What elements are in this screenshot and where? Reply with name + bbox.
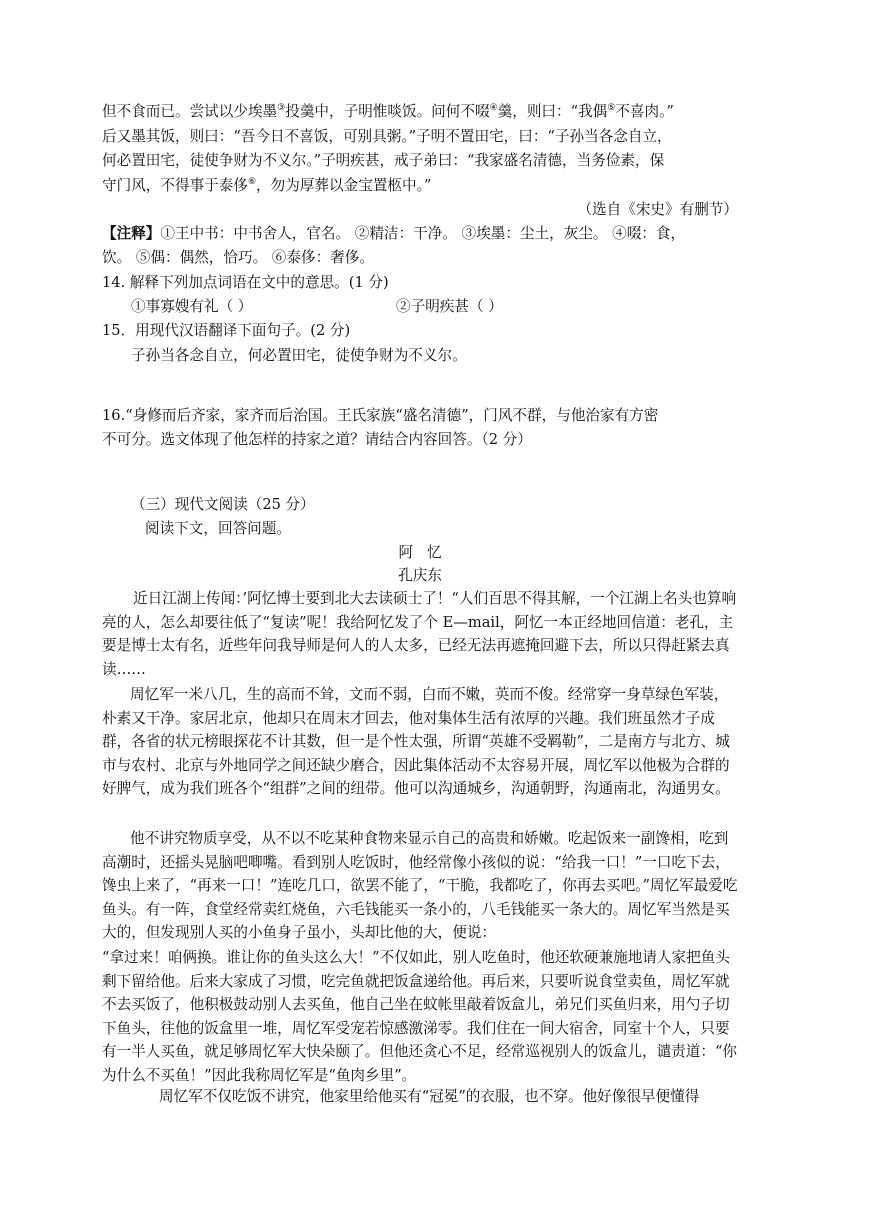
- article-paragraph-3: 他不讲究物质享受，从不以不吃某种食物来显示自己的高贵和娇嫩。吃起饭来一副馋相，吃到高潮时，还摇头晃脑吧唧嘴。看到别人吃饭时，他经常像小孩似的说：“给我一口！”一口吃下去，馋虫上来了，“再来一口！”连吃几口，欲罢不能了，“干脆，我都吃了，你再去买吧。”周忆军最爱吃鱼头。有一阵，食堂经常卖红烧鱼，六毛钱能买一条小的，八毛钱能买一条大的。周忆军当然是买大的，但发现别人买的小鱼身子虽小，头却比他的大，便说：: [102, 830, 738, 942]
- q14-item-1: ①事寡嫂有礼（ ）: [131, 298, 253, 315]
- question-16-line-2: 不可分。选文体现了他怎样的持家之道？请结合内容回答。（2 分）: [102, 431, 532, 448]
- article-author: 孔庆东: [398, 567, 442, 584]
- question-15: 15．用现代汉语翻译下面句子。(2 分): [102, 322, 351, 339]
- passage-line-4: 守门风，不得事于泰侈⑥，勿为厚葬以金宝置柩中。”: [102, 177, 432, 194]
- notes-line-1: 【注释】①王中书：中书舍人，官名。 ②精洁：干净。 ③埃墨：尘土，灰尘。 ④啜：食，: [102, 225, 686, 242]
- passage-line-3: 何必置田宅，徒使争财为不义尔。”子明疾甚，戒子弟曰：“我家盛名清德，当务俭素，保: [102, 152, 665, 169]
- question-16-line-1: 16.“身修而后齐家，家齐而后治国。王氏家族“盛名清德”，门风不群，与他治家有方密: [102, 407, 659, 424]
- article-paragraph-2: 周忆军一米八几，生的高而不耸，文而不弱，白而不嫩，英而不俊。经常穿一身草绿色军装，朴素又干净。家居北京，他却只在周末才回去，他对集体生活有浓厚的兴趣。我们班虽然才子成群，各省的状元榜眼探花不计其数，但一是个性太强，所谓“英雄不受羁勒”，二是南方与北方、城市与农村、北京与外地同学之间还缺少磨合，因此集体活动不太容易开展，周忆军以他极为合群的好脾气，成为我们班各个“组群”之间的纽带。他可以沟通城乡，沟通朝野，沟通南北，沟通男女。: [102, 686, 730, 798]
- passage-line-2: 后又墨其饭，则曰：“吾今日不喜饭，可别具粥。”子明不置田宅，曰：“子孙当各念自立，: [102, 128, 672, 145]
- notes-line-2: 饮。 ⑤偶：偶然，恰巧。 ⑥泰侈：奢侈。: [102, 249, 374, 266]
- q15-sentence: 子孙当各念自立，何必置田宅，徒使争财为不义尔。: [131, 347, 467, 364]
- article-paragraph-4: “拿过来！咱俩换。谁让你的鱼头这么大！”不仅如此，别人吃鱼时，他还软硬兼施地请人家把鱼头剩下留给他。后来大家成了习惯，吃完鱼就把饭盒递给他。再后来，只要听说食堂卖鱼，周忆军就不去买饭了，他积极鼓动别人去买鱼，他自己坐在蚊帐里敲着饭盒儿，弟兄们买鱼归来，用勺子切下鱼头，往他的饭盒里一堆，周忆军受宠若惊感激涕零。我们住在一间大宿舍，同室十个人，只要有一半人买鱼，就足够周忆军大快朵颐了。但他还贪心不足，经常巡视别人的饭盒儿，谴责道：“你为什么不买鱼！”因此我称周忆军是“鱼肉乡里”。: [102, 949, 737, 1084]
- q14-item-2: ②子明疾甚（ ）: [396, 298, 503, 315]
- article-paragraph-5: 周忆军不仅吃饭不讲究，他家里给他买有“冠冕”的衣服，也不穿。他好像很早便懂得: [159, 1088, 700, 1105]
- article-title: 阿 忆: [398, 544, 442, 561]
- passage-source: （选自《宋史》有删节）: [577, 201, 738, 218]
- section-heading: （三）现代文阅读（25 分）: [131, 496, 315, 513]
- section-instruction: 阅读下文，回答问题。: [145, 520, 291, 537]
- question-14: 14. 解释下列加点词语在文中的意思。(1 分): [102, 274, 389, 291]
- passage-line-1: 但不食而已。尝试以少埃墨③投羹中，子明惟啖饭。问何不啜④羹，则曰：“我偶⑤不喜肉。”: [102, 103, 674, 120]
- article-paragraph-1: 近日江湖上传闻：’阿忆博士要到北大去读硕士了！“人们百思不得其解，一个江湖上名头也算响亮的人，怎么却要往低了“复读”呢！我给阿忆发了个 E—mail，阿忆一本正经地回信道：老孔，主要是博士太有名，近些年问我导师是何人的人太多，已经无法再遮掩回避下去，所以只得赶紧去真读……: [102, 590, 737, 678]
- notes-label: 【注释】: [102, 225, 161, 242]
